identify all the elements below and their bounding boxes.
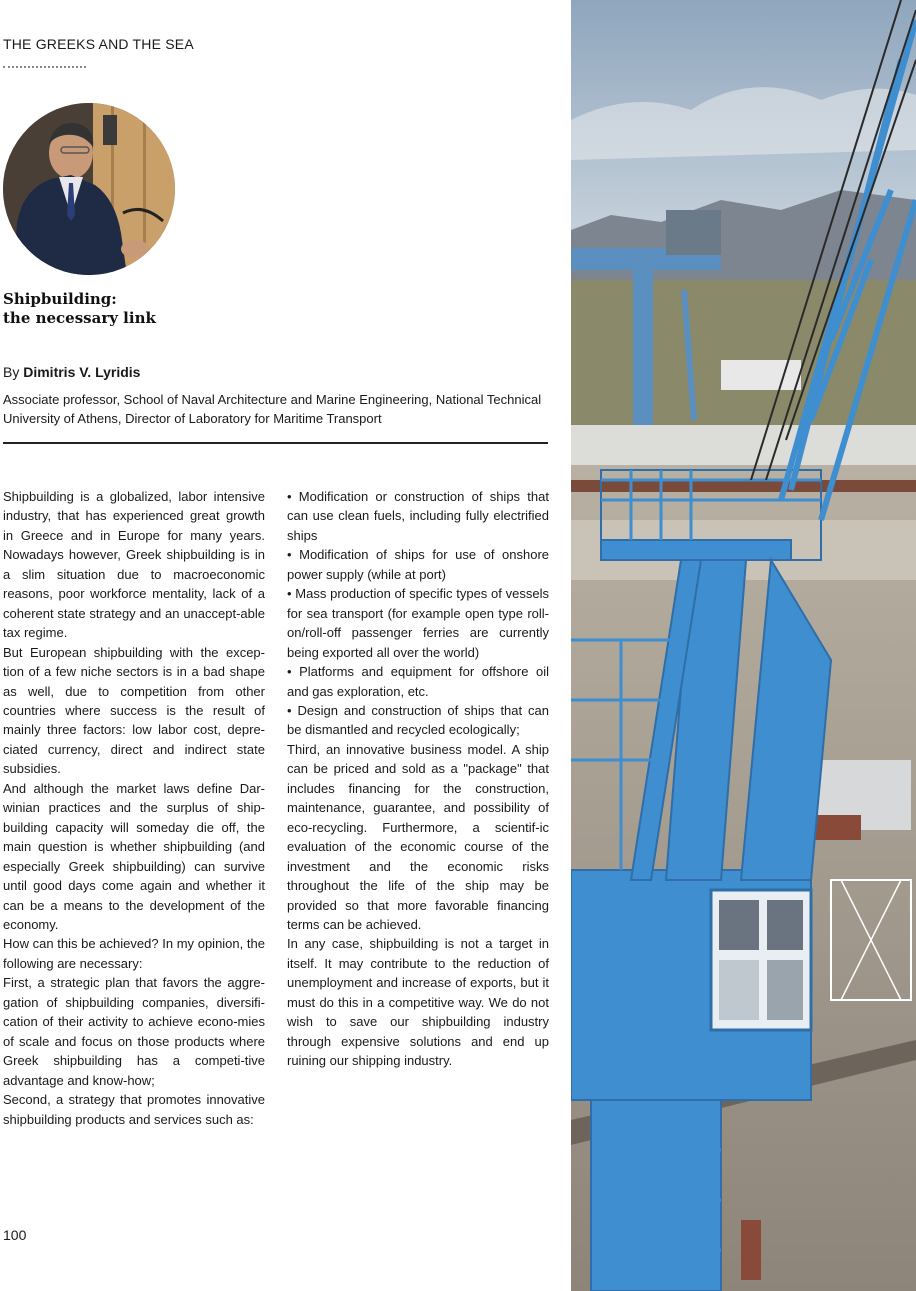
bullet-item: • Design and construction of ships that can be dismantled and recycled ecologically; bbox=[287, 702, 549, 738]
column-right bbox=[287, 487, 549, 1071]
author-affiliation: Associate professor, School of Naval Architecture and Marine Engineering, National Technical University of Athens, Director of Laboratory for Maritime Transport bbox=[3, 392, 542, 426]
section-title: THE GREEKS AND THE SEA bbox=[3, 36, 194, 52]
dotted-divider bbox=[3, 66, 86, 68]
header-rule bbox=[3, 442, 548, 444]
bullet-item: • Modification of ships for use of onshore power supply (while at port) bbox=[287, 547, 549, 582]
byline bbox=[3, 364, 140, 380]
headline-line-2: the necessary link bbox=[3, 309, 156, 327]
bullet-item: • Modification or construction of ships that can use clean fuels, including fully electrified ships bbox=[287, 489, 549, 543]
author-portrait bbox=[3, 103, 175, 275]
paragraph: Shipbuilding is a globalized, labor intensive industry, that has experienced great growth in Greece and in Europe for many years. Nowadays however, Greek shipbuilding is in a slim situation due to macroeconomic reasons, poor workforce mentality, lack of a coherent state strategy and an unaccept-able tax regime. bbox=[3, 489, 265, 641]
paragraph: Second, a strategy that promotes innovative shipbuilding products and services such as: bbox=[3, 1092, 265, 1127]
paragraph: And although the market laws define Dar-winian practices and the surplus of ship-building capacity will someday die off, the main question is whether shipbuilding (and especially Greek shipbuilding) can survive until good days come again and whether it can be a means to the development of the economy. bbox=[3, 780, 265, 932]
page-number: 100 bbox=[3, 1227, 27, 1243]
author-name: Dimitris V. Lyridis bbox=[23, 364, 141, 380]
paragraph: First, a strategic plan that favors the aggre-gation of shipbuilding companies, diversifi-cation of their activity to achieve econo-mies of scale and focus on those products where Greek shipbuilding has a competi-tive advantage and know-how; bbox=[3, 975, 265, 1088]
byline-prefix: By bbox=[3, 364, 20, 380]
article-headline bbox=[3, 290, 156, 328]
paragraph: But European shipbuilding with the excep-tion of a few niche sectors is in a bad shape as well, due to competition from other countries where success is the result of mainly three factors: low labor cost, depre-ciated currency, direct and indirect state subsidies. bbox=[3, 644, 265, 777]
paragraph: In any case, shipbuilding is not a target in itself. It may contribute to the reduction of unemployment and increase of exports, but it must do this in a competitive way. We do not wish to save our shipbuilding industry through expensive solutions and end up ruining our shipping industry. bbox=[287, 936, 549, 1069]
bullet-item: • Platforms and equipment for offshore oil and gas exploration, etc. bbox=[287, 664, 549, 699]
headline-line-1: Shipbuilding: bbox=[3, 290, 117, 308]
bullet-item: • Mass production of specific types of vessels for sea transport (for example open type roll-on/roll-off passenger ferries are currently being exported all over the world) bbox=[287, 586, 549, 660]
paragraph: Third, an innovative business model. A ship can be priced and sold as a "package" that includes financing for the construction, maintenance, guarantee, and possibility of eco-recycling. Furthermore, a scientif-ic evaluation of the economic course of the investment and the economic risks throughout the life of the ship may be provided so that more favorable financing terms can be achieved. bbox=[287, 741, 549, 932]
paragraph: How can this be achieved? In my opinion, the following are necessary: bbox=[3, 936, 265, 971]
shipyard-crane-photo bbox=[571, 0, 916, 1291]
column-left bbox=[3, 487, 265, 1129]
